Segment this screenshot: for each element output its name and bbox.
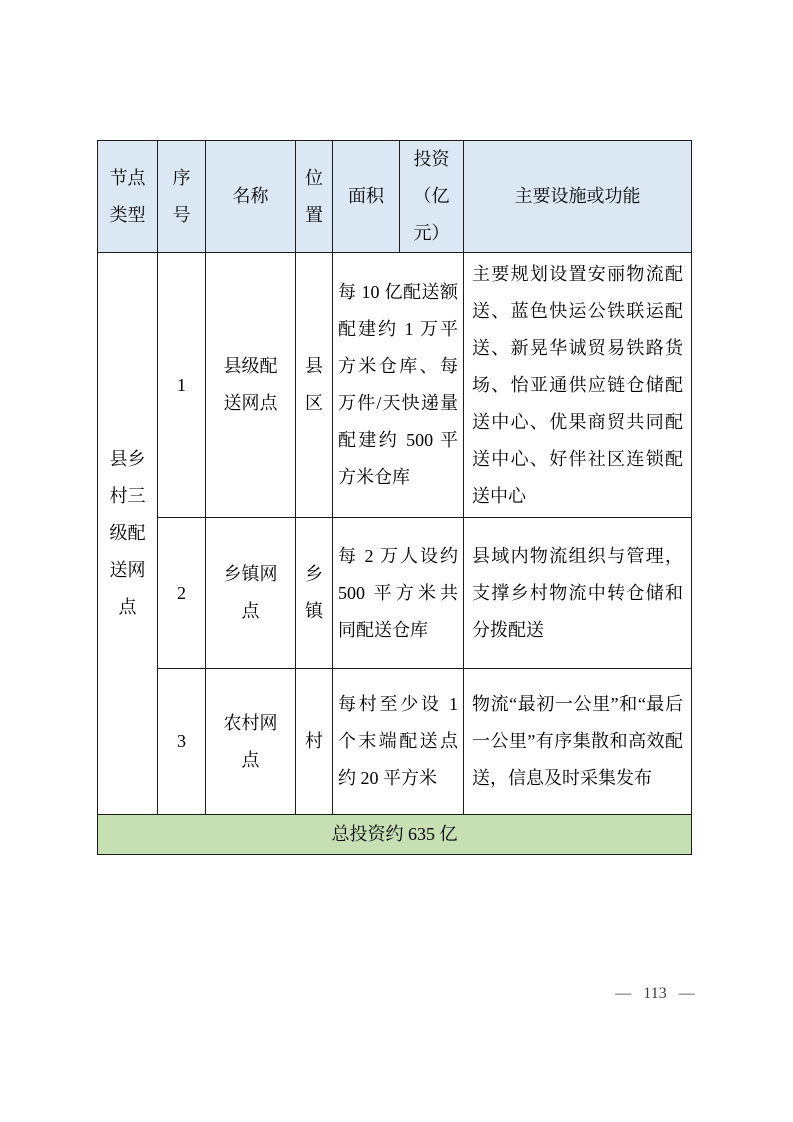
cell-location: 乡镇 (296, 518, 333, 669)
cell-function: 物流“最初一公里”和“最后一公里”有序集散和高效配送，信息及时采集发布 (464, 669, 692, 815)
logistics-distribution-table (97, 140, 692, 855)
cell-location: 县区 (296, 253, 333, 518)
header-cell-node-type: 节点类型 (98, 141, 158, 253)
table-row (98, 518, 692, 669)
cell-seq: 2 (158, 518, 206, 669)
cell-area-investment: 每 10 亿配送额配建约 1 万平方米仓库、每万件/天快递量配建约 500 平方米仓库 (333, 253, 464, 518)
header-cell-seq: 序号 (158, 141, 206, 253)
cell-function: 县域内物流组织与管理，支撑乡村物流中转仓储和分拨配送 (464, 518, 692, 669)
header-cell-investment: 投资（亿元） (400, 141, 464, 253)
page-number: — 113 — (615, 985, 695, 1002)
cell-area-investment: 每 2 万人设约 500 平方米共同配送仓库 (333, 518, 464, 669)
cell-seq: 1 (158, 253, 206, 518)
cell-area-investment: 每村至少设 1 个末端配送点约 20 平方米 (333, 669, 464, 815)
header-cell-location: 位置 (296, 141, 333, 253)
table-header-row (98, 141, 692, 253)
cell-seq: 3 (158, 669, 206, 815)
cell-name: 县级配送网点 (206, 253, 296, 518)
cell-name: 农村网点 (206, 669, 296, 815)
cell-name: 乡镇网点 (206, 518, 296, 669)
cell-function: 主要规划设置安丽物流配送、蓝色快运公铁联运配送、新晃华诚贸易铁路货场、怡亚通供应链仓储配送中心、优果商贸共同配送中心、好伴社区连锁配送中心 (464, 253, 692, 518)
cell-location: 村 (296, 669, 333, 815)
header-cell-function: 主要设施或功能 (464, 141, 692, 253)
table-footer-total: 总投资约 635 亿 (98, 815, 692, 855)
cell-node-type-group: 县乡村三级配送网点 (98, 253, 158, 815)
table-row (98, 253, 692, 518)
table-row (98, 669, 692, 815)
table-footer-row (98, 815, 692, 855)
header-cell-area: 面积 (333, 141, 400, 253)
header-cell-name: 名称 (206, 141, 296, 253)
